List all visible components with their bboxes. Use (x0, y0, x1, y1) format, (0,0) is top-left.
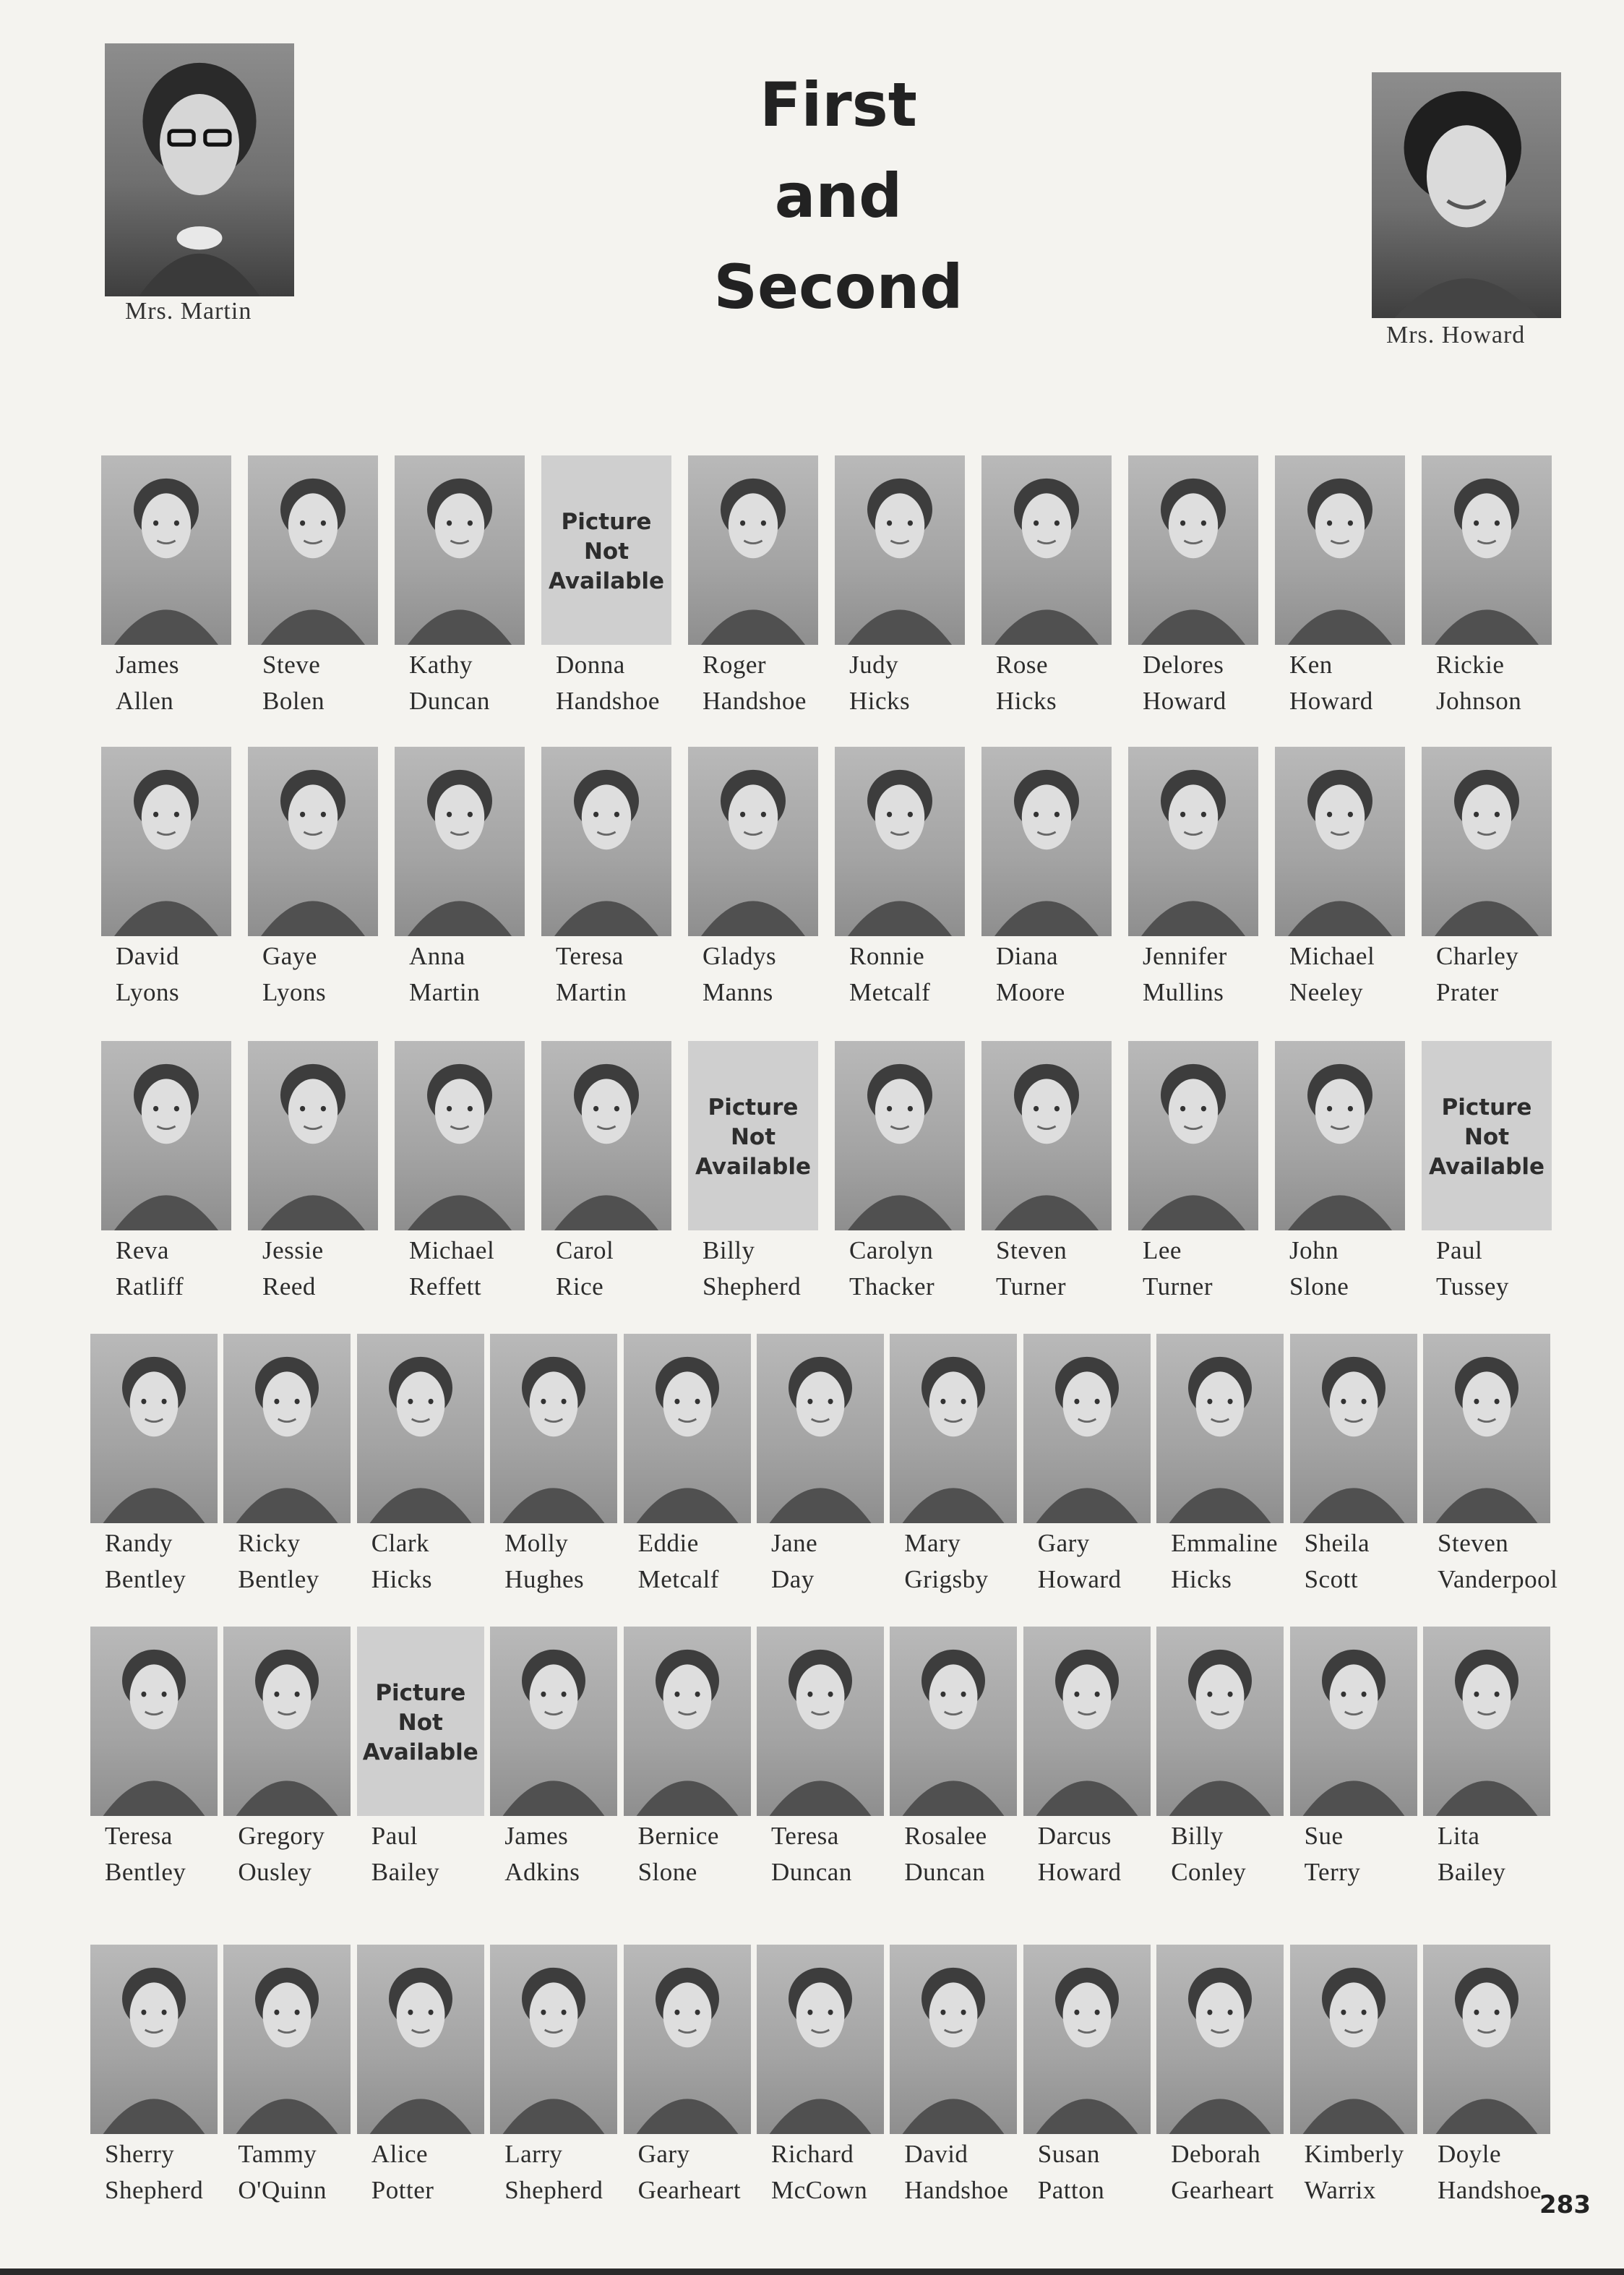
student-first-name: Rickie (1436, 651, 1505, 679)
student-photo (835, 1041, 965, 1230)
student-last-name: Handshoe (904, 2176, 1009, 2204)
student-last-name: Howard (1037, 1858, 1122, 1886)
student-photo (1128, 1041, 1258, 1230)
student-entry (1023, 1945, 1151, 2234)
student-entry (490, 1945, 617, 2234)
student-last-name: Reed (262, 1272, 316, 1301)
student-last-name: Hicks (371, 1565, 432, 1593)
student-last-name: Handshoe (556, 687, 660, 715)
student-first-name: Jessie (262, 1236, 324, 1264)
student-photo (490, 1945, 617, 2134)
student-last-name: Bolen (262, 687, 325, 715)
student-last-name: Mullins (1143, 978, 1224, 1006)
student-row (0, 1334, 1624, 1623)
student-first-name: Steve (262, 651, 321, 679)
teacher-howard (1372, 72, 1567, 361)
student-last-name: Turner (1143, 1272, 1213, 1301)
student-last-name: Martin (556, 978, 627, 1006)
student-entry (890, 1627, 1017, 1916)
not-available-line: Available (548, 568, 665, 594)
student-entry (90, 1945, 218, 2234)
student-entry (101, 747, 231, 1036)
student-last-name: Handshoe (703, 687, 807, 715)
student-photo (890, 1945, 1017, 2134)
student-last-name: Day (771, 1565, 815, 1593)
student-first-name: Donna (556, 651, 625, 679)
not-available-line: Not (583, 539, 630, 565)
student-first-name: Gary (637, 2140, 690, 2168)
student-entry (1423, 1945, 1550, 2234)
student-first-name: Tammy (238, 2140, 317, 2168)
student-entry (981, 455, 1112, 745)
student-photo (1290, 1334, 1417, 1523)
student-row (0, 455, 1624, 745)
not-available-line: Picture (561, 509, 652, 535)
student-entry (395, 747, 525, 1036)
student-first-name: Steven (996, 1236, 1067, 1264)
student-photo (1423, 1334, 1550, 1523)
student-last-name: Scott (1304, 1565, 1359, 1593)
student-entry (357, 1945, 484, 2234)
student-first-name: James (116, 651, 180, 679)
student-first-name: David (904, 2140, 968, 2168)
student-last-name: Patton (1037, 2176, 1105, 2204)
student-last-name: Potter (371, 2176, 434, 2204)
student-first-name: Jane (771, 1529, 818, 1557)
student-entry (1422, 455, 1552, 745)
student-entry (490, 1627, 617, 1916)
student-first-name: Molly (504, 1529, 569, 1557)
student-last-name: Howard (1143, 687, 1226, 715)
student-first-name: Doyle (1438, 2140, 1502, 2168)
student-first-name: James (504, 1822, 569, 1850)
student-first-name: Charley (1436, 942, 1519, 970)
student-photo (1422, 747, 1552, 936)
student-photo (1023, 1334, 1151, 1523)
student-entry (248, 455, 378, 745)
student-photo (248, 1041, 378, 1230)
student-first-name: Alice (371, 2140, 429, 2168)
title-line-2: and (774, 160, 903, 231)
student-first-name: Judy (849, 651, 899, 679)
not-available-line: Available (1428, 1154, 1545, 1180)
student-entry (1128, 455, 1258, 745)
student-last-name: Tussey (1436, 1272, 1509, 1301)
student-first-name: Teresa (105, 1822, 173, 1850)
student-last-name: Bailey (371, 1858, 440, 1886)
student-first-name: Paul (371, 1822, 418, 1850)
student-first-name: Teresa (771, 1822, 839, 1850)
student-photo (248, 455, 378, 645)
student-photo (981, 1041, 1112, 1230)
student-last-name: Ratliff (116, 1272, 184, 1301)
student-last-name: Duncan (904, 1858, 986, 1886)
student-photo (541, 747, 671, 936)
student-last-name: O'Quinn (238, 2176, 327, 2204)
title-line-3: Second (713, 252, 963, 322)
student-first-name: Michael (409, 1236, 495, 1264)
student-entry (757, 1334, 884, 1623)
student-last-name: Allen (116, 687, 174, 715)
picture-not-available (357, 1627, 484, 1816)
student-last-name: Bentley (105, 1565, 186, 1593)
student-last-name: Bentley (105, 1858, 186, 1886)
student-entry (1275, 747, 1405, 1036)
not-available-line: Picture (708, 1094, 799, 1121)
student-first-name: Bernice (637, 1822, 719, 1850)
student-first-name: Paul (1436, 1236, 1483, 1264)
student-last-name: Warrix (1304, 2176, 1376, 2204)
student-entry (1275, 1041, 1405, 1330)
student-entry (357, 1627, 484, 1916)
student-first-name: Roger (703, 651, 767, 679)
not-available-line: Picture (1441, 1094, 1532, 1121)
student-entry (981, 1041, 1112, 1330)
student-last-name: Johnson (1436, 687, 1522, 715)
student-photo (541, 1041, 671, 1230)
student-first-name: Diana (996, 942, 1059, 970)
student-first-name: Billy (1171, 1822, 1224, 1850)
student-last-name: Hicks (849, 687, 911, 715)
student-last-name: Hughes (504, 1565, 585, 1593)
student-first-name: Anna (409, 942, 465, 970)
student-last-name: Metcalf (849, 978, 931, 1006)
not-available-line: Available (362, 1739, 478, 1765)
picture-not-available (688, 1041, 818, 1230)
student-last-name: Moore (996, 978, 1065, 1006)
student-last-name: Duncan (771, 1858, 852, 1886)
student-photo (90, 1627, 218, 1816)
student-last-name: Shepherd (105, 2176, 204, 2204)
student-entry (1156, 1627, 1284, 1916)
student-photo (757, 1627, 884, 1816)
student-photo (1156, 1627, 1284, 1816)
student-entry (1156, 1334, 1284, 1623)
student-last-name: Bentley (238, 1565, 319, 1593)
student-entry (90, 1627, 218, 1916)
picture-not-available (541, 455, 671, 645)
student-photo (248, 747, 378, 936)
student-entry (1422, 1041, 1552, 1330)
student-photo (357, 1945, 484, 2134)
page-title (694, 59, 983, 333)
student-entry (688, 455, 818, 745)
student-entry (835, 1041, 965, 1330)
student-photo (688, 455, 818, 645)
student-entry (248, 747, 378, 1036)
student-entry (1423, 1627, 1550, 1916)
teacher-caption-howard: Mrs. Howard (1386, 322, 1526, 348)
student-entry (357, 1334, 484, 1623)
student-photo (1423, 1627, 1550, 1816)
student-photo (101, 455, 231, 645)
student-photo (1290, 1945, 1417, 2134)
student-entry (1156, 1945, 1284, 2234)
student-photo (1128, 747, 1258, 936)
student-photo (757, 1334, 884, 1523)
student-entry (90, 1334, 218, 1623)
student-photo (1156, 1945, 1284, 2134)
student-first-name: Emmaline (1171, 1529, 1279, 1557)
student-first-name: Gregory (238, 1822, 325, 1850)
student-last-name: Prater (1436, 978, 1499, 1006)
student-photo (890, 1627, 1017, 1816)
student-photo (223, 1945, 351, 2134)
picture-not-available (1422, 1041, 1552, 1230)
student-entry (490, 1334, 617, 1623)
teacher-caption-martin: Mrs. Martin (125, 298, 252, 325)
student-photo (223, 1334, 351, 1523)
teacher-portrait-howard (1372, 72, 1561, 318)
student-entry (624, 1334, 751, 1623)
not-available-line: Picture (375, 1680, 466, 1706)
student-last-name: Reffett (409, 1272, 482, 1301)
student-first-name: Ken (1289, 651, 1333, 679)
student-row (0, 747, 1624, 1036)
student-first-name: Carol (556, 1236, 614, 1264)
student-first-name: Mary (904, 1529, 961, 1557)
student-first-name: David (116, 942, 180, 970)
student-photo (90, 1945, 218, 2134)
student-entry (541, 747, 671, 1036)
student-entry (1023, 1334, 1151, 1623)
student-first-name: Gaye (262, 942, 317, 970)
student-first-name: Susan (1037, 2140, 1100, 2168)
student-first-name: Lita (1438, 1822, 1480, 1850)
page-number: 283 (1539, 2190, 1591, 2219)
student-first-name: Kimberly (1304, 2140, 1404, 2168)
student-entry (101, 455, 231, 745)
student-first-name: Ricky (238, 1529, 301, 1557)
student-last-name: Turner (996, 1272, 1066, 1301)
student-first-name: Teresa (556, 942, 624, 970)
student-first-name: Clark (371, 1529, 430, 1557)
student-last-name: Handshoe (1438, 2176, 1542, 2204)
student-entry (757, 1627, 884, 1916)
student-photo (981, 747, 1112, 936)
student-photo (890, 1334, 1017, 1523)
student-last-name: Duncan (409, 687, 490, 715)
student-photo (835, 455, 965, 645)
student-entry (890, 1945, 1017, 2234)
student-first-name: Delores (1143, 651, 1224, 679)
picture-not-available-label (1422, 1093, 1552, 1182)
student-last-name: McCown (771, 2176, 868, 2204)
student-photo (1128, 455, 1258, 645)
student-photo (624, 1334, 751, 1523)
student-last-name: Howard (1037, 1565, 1122, 1593)
student-first-name: Ronnie (849, 942, 925, 970)
student-last-name: Manns (703, 978, 773, 1006)
student-first-name: Randy (105, 1529, 173, 1557)
student-photo (1423, 1945, 1550, 2134)
student-last-name: Howard (1289, 687, 1373, 715)
student-entry (890, 1334, 1017, 1623)
student-entry (1290, 1945, 1417, 2234)
student-photo (490, 1334, 617, 1523)
student-last-name: Gearheart (637, 2176, 742, 2204)
student-entry (624, 1945, 751, 2234)
student-last-name: Grigsby (904, 1565, 989, 1593)
not-available-line: Not (1464, 1124, 1510, 1150)
teacher-martin (105, 43, 296, 333)
student-photo (757, 1945, 884, 2134)
student-row (0, 1627, 1624, 1916)
not-available-line: Available (695, 1154, 812, 1180)
student-photo (395, 747, 525, 936)
student-photo (357, 1334, 484, 1523)
student-last-name: Hicks (1171, 1565, 1232, 1593)
student-entry (541, 1041, 671, 1330)
student-last-name: Metcalf (637, 1565, 719, 1593)
picture-not-available-label (357, 1679, 484, 1768)
page-edge (0, 2268, 1624, 2275)
student-row (0, 1041, 1624, 1330)
student-entry (1290, 1334, 1417, 1623)
student-first-name: Deborah (1171, 2140, 1261, 2168)
student-entry (223, 1334, 351, 1623)
student-first-name: Eddie (637, 1529, 699, 1557)
student-first-name: Michael (1289, 942, 1375, 970)
student-entry (248, 1041, 378, 1330)
student-last-name: Bailey (1438, 1858, 1506, 1886)
student-first-name: Reva (116, 1236, 169, 1264)
student-first-name: Jennifer (1143, 942, 1227, 970)
student-photo (1275, 1041, 1405, 1230)
student-photo (1422, 455, 1552, 645)
student-first-name: Richard (771, 2140, 854, 2168)
student-entry (1275, 455, 1405, 745)
student-first-name: Darcus (1037, 1822, 1112, 1850)
student-last-name: Vanderpool (1438, 1565, 1558, 1593)
student-last-name: Shepherd (703, 1272, 802, 1301)
not-available-line: Not (398, 1710, 443, 1736)
student-last-name: Neeley (1289, 978, 1364, 1006)
student-entry (1128, 1041, 1258, 1330)
student-first-name: Rosalee (904, 1822, 987, 1850)
student-last-name: Shepherd (504, 2176, 603, 2204)
student-photo (688, 747, 818, 936)
student-photo (1156, 1334, 1284, 1523)
student-first-name: Sue (1304, 1822, 1344, 1850)
student-last-name: Lyons (116, 978, 180, 1006)
student-last-name: Adkins (504, 1858, 580, 1886)
teacher-portrait-martin (105, 43, 294, 296)
student-entry (1023, 1627, 1151, 1916)
student-photo (1023, 1945, 1151, 2134)
student-last-name: Thacker (849, 1272, 935, 1301)
student-photo (90, 1334, 218, 1523)
student-first-name: Carolyn (849, 1236, 934, 1264)
student-photo (1275, 455, 1405, 645)
student-entry (835, 455, 965, 745)
student-entry (688, 1041, 818, 1330)
student-photo (395, 1041, 525, 1230)
student-entry (1422, 747, 1552, 1036)
student-first-name: Steven (1438, 1529, 1509, 1557)
student-first-name: Gladys (703, 942, 777, 970)
student-last-name: Lyons (262, 978, 327, 1006)
student-entry (541, 455, 671, 745)
not-available-line: Not (730, 1124, 776, 1150)
student-last-name: Ousley (238, 1858, 312, 1886)
student-last-name: Conley (1171, 1858, 1247, 1886)
student-first-name: Larry (504, 2140, 563, 2168)
student-last-name: Gearheart (1171, 2176, 1274, 2204)
student-photo (1290, 1627, 1417, 1816)
student-photo (624, 1945, 751, 2134)
student-first-name: John (1289, 1236, 1339, 1264)
student-photo (1023, 1627, 1151, 1816)
student-entry (835, 747, 965, 1036)
student-first-name: Lee (1143, 1236, 1182, 1264)
student-first-name: Sheila (1304, 1529, 1370, 1557)
student-entry (624, 1627, 751, 1916)
student-entry (395, 1041, 525, 1330)
student-photo (223, 1627, 351, 1816)
student-entry (757, 1945, 884, 2234)
student-photo (395, 455, 525, 645)
picture-not-available-label (688, 1093, 818, 1182)
student-last-name: Slone (637, 1858, 697, 1886)
student-photo (1275, 747, 1405, 936)
student-entry (688, 747, 818, 1036)
student-last-name: Hicks (996, 687, 1057, 715)
student-photo (835, 747, 965, 936)
student-entry (1423, 1334, 1558, 1623)
student-photo (101, 747, 231, 936)
student-photo (624, 1627, 751, 1816)
title-line-1: First (760, 69, 917, 140)
student-photo (101, 1041, 231, 1230)
student-first-name: Sherry (105, 2140, 175, 2168)
student-entry (395, 455, 525, 745)
student-entry (223, 1945, 351, 2234)
student-entry (1128, 747, 1258, 1036)
student-first-name: Gary (1037, 1529, 1090, 1557)
student-photo (981, 455, 1112, 645)
student-first-name: Billy (703, 1236, 755, 1264)
student-row (0, 1945, 1624, 2234)
student-entry (101, 1041, 231, 1330)
student-last-name: Terry (1304, 1858, 1361, 1886)
picture-not-available-label (541, 507, 671, 596)
student-last-name: Slone (1289, 1272, 1349, 1301)
student-entry (223, 1627, 351, 1916)
student-entry (981, 747, 1112, 1036)
student-first-name: Kathy (409, 651, 473, 679)
student-last-name: Rice (556, 1272, 604, 1301)
student-entry (1290, 1627, 1417, 1916)
student-last-name: Martin (409, 978, 481, 1006)
student-photo (490, 1627, 617, 1816)
student-first-name: Rose (996, 651, 1048, 679)
